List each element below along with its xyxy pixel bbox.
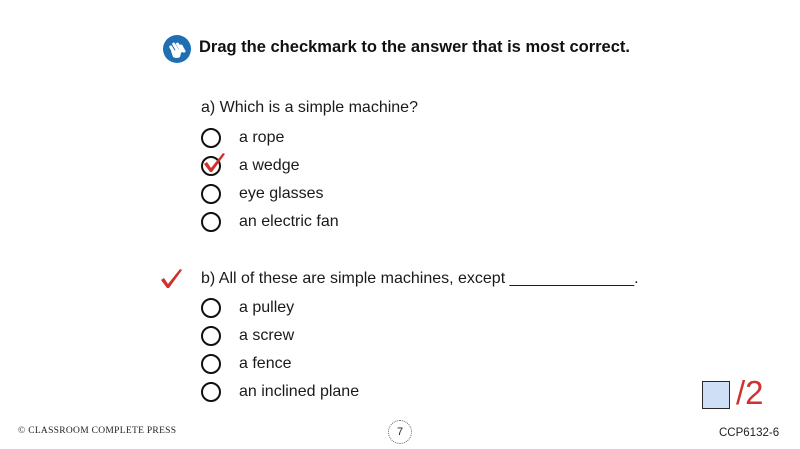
option-label: eye glasses: [239, 185, 324, 202]
option-a-wedge[interactable]: [199, 153, 439, 179]
radio-circle[interactable]: [201, 298, 221, 318]
option-a-rope[interactable]: [199, 125, 439, 151]
option-label: a screw: [239, 327, 295, 344]
option-label: an electric fan: [239, 213, 339, 230]
radio-circle[interactable]: [201, 354, 221, 374]
score-input-box[interactable]: [702, 381, 730, 409]
radio-circle[interactable]: [201, 382, 221, 402]
publisher-logo: © CLASSROOM COMPLETE PRESS: [18, 426, 177, 436]
radio-circle[interactable]: [201, 212, 221, 232]
option-b-fence[interactable]: [199, 351, 439, 377]
radio-circle[interactable]: [201, 326, 221, 346]
option-b-pulley[interactable]: [199, 295, 439, 321]
instruction-text: Drag the checkmark to the answer that is most correct.: [199, 38, 630, 56]
option-b-inclined-plane[interactable]: [199, 379, 439, 405]
option-a-eye-glasses[interactable]: [199, 181, 439, 207]
radio-circle[interactable]: [201, 184, 221, 204]
score-total: /2: [736, 374, 764, 411]
radio-circle[interactable]: [201, 128, 221, 148]
page-number: 7: [388, 420, 412, 444]
draggable-checkmark-icon[interactable]: [158, 266, 184, 292]
option-label: an inclined plane: [239, 383, 360, 400]
option-label: a fence: [239, 355, 292, 372]
placed-checkmark-icon[interactable]: [201, 150, 227, 176]
product-code: CCP6132-6: [719, 427, 780, 439]
question-b-prompt: b) All of these are simple machines, except ______________.: [201, 270, 639, 287]
option-label: a pulley: [239, 299, 295, 316]
option-label: a rope: [239, 129, 285, 146]
option-b-screw[interactable]: [199, 323, 439, 349]
hand-drag-icon: [163, 35, 191, 63]
option-a-electric-fan[interactable]: [199, 209, 439, 235]
option-label: a wedge: [239, 157, 300, 174]
question-a-prompt: a) Which is a simple machine?: [201, 99, 418, 116]
